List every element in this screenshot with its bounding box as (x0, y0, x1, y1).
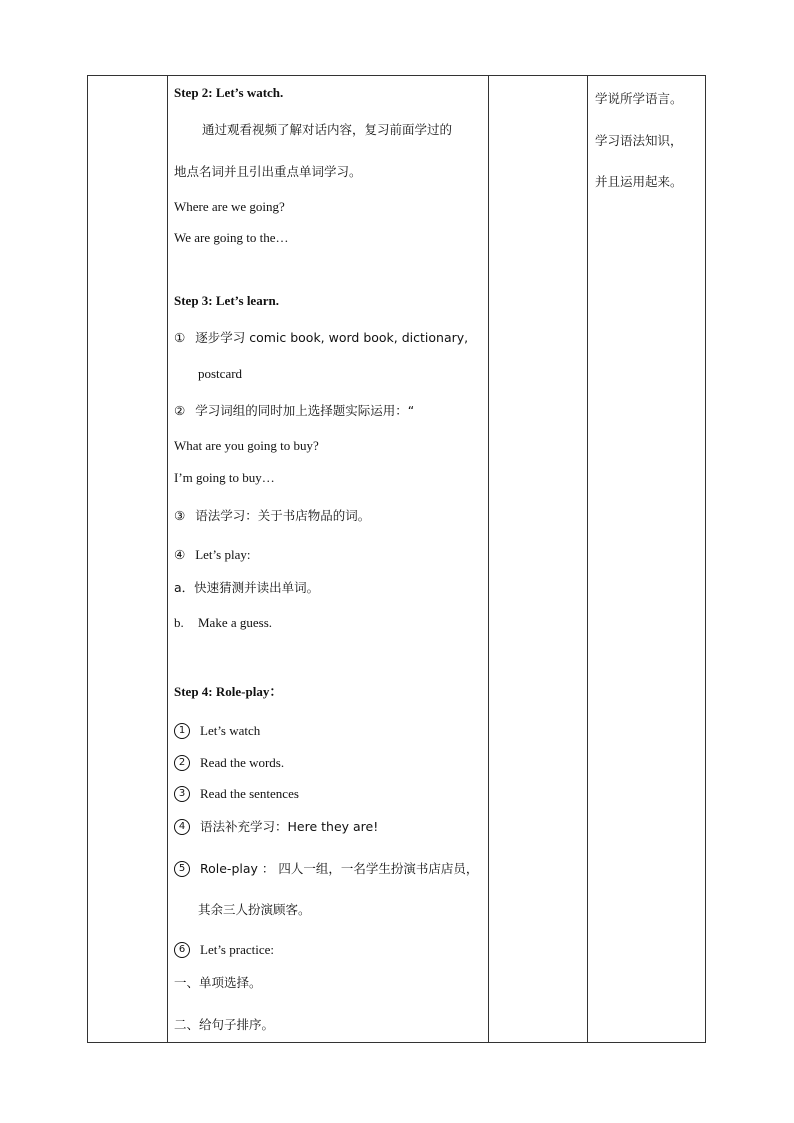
step2-heading: Step 2: Let’s watch. (174, 85, 284, 100)
exercise-2: 二、给句子排序。 (174, 1017, 275, 1032)
step4-item-5 (174, 860, 478, 877)
column-divider-1 (167, 76, 168, 1042)
purpose-line2: 学习语法知识， (595, 133, 683, 148)
step4-item-4 (174, 818, 378, 835)
step4-item-6 (174, 941, 274, 958)
step4-item-text: Read the words. (200, 755, 285, 771)
exercise-1: 一、单项选择。 (174, 975, 262, 990)
procedure-column (174, 76, 486, 1042)
lesson-table (87, 75, 706, 1043)
purpose-line1: 学说所学语言。 (595, 91, 683, 106)
step2-desc-line2: 地点名词并且引出重点单词学习。 (174, 164, 362, 179)
step3-item1 (174, 330, 468, 346)
step2-desc-line1: 通过观看视频了解对话内容，复习前面学过的 (202, 122, 453, 137)
step3-item4-number: ④ (174, 547, 186, 562)
step3-item2-number: ② (174, 403, 186, 418)
step3-answer: I’m going to buy… (174, 470, 275, 485)
step3-item1-number: ① (174, 330, 186, 345)
circled-number-6: 6 (174, 942, 190, 958)
empty-third-column (488, 76, 587, 1042)
step3-sub-b-label: b. (174, 615, 184, 630)
step3-item3-text: 语法学习：关于书店物品的词。 (195, 508, 371, 523)
step3-item4-text: Let’s play: (195, 547, 251, 562)
step4-heading: Step 4: Role-play： (174, 684, 283, 699)
purpose-line3: 并且运用起来。 (595, 174, 683, 189)
step3-item2 (174, 403, 414, 419)
step3-sub-b-text: Make a guess. (198, 615, 273, 630)
circled-number-3: 3 (174, 786, 190, 802)
step4-item-text: Let’s practice: (200, 942, 274, 958)
step4-item-text: 语法补充学习：Here they are! (200, 819, 379, 835)
step2-question: Where are we going? (174, 199, 285, 214)
circled-number-2: 2 (174, 755, 190, 771)
step3-sub-b (174, 615, 272, 631)
step3-item2-text: 学习词组的同时加上选择题实际运用：“ (195, 403, 415, 418)
step3-heading: Step 3: Let’s learn. (174, 293, 279, 308)
step4-item-text: Read the sentences (200, 786, 299, 802)
step3-question: What are you going to buy? (174, 438, 319, 453)
step2-answer: We are going to the… (174, 230, 289, 245)
empty-first-column (88, 76, 167, 1042)
step4-item-text: Let’s watch (200, 723, 261, 739)
step3-item1-text: 逐步学习 comic book, word book, dictionary, (195, 330, 469, 345)
purpose-column (595, 76, 705, 1042)
step3-item3-number: ③ (174, 508, 186, 523)
step4-item-1 (174, 722, 260, 739)
step4-item-text: Role-play ： 四人一组，一名学生扮演书店店员， (200, 861, 479, 877)
step3-item1-line2: postcard (198, 366, 243, 381)
step3-sub-a: a．快速猜测并读出单词。 (174, 580, 320, 595)
circled-number-1: 1 (174, 723, 190, 739)
step4-item-2 (174, 754, 284, 771)
step3-item3 (174, 508, 370, 524)
circled-number-5: 5 (174, 861, 190, 877)
circled-number-4: 4 (174, 819, 190, 835)
step4-item-3 (174, 785, 299, 802)
step3-item4 (174, 547, 250, 563)
step4-item5-line2: 其余三人扮演顾客。 (198, 902, 311, 917)
column-divider-3 (587, 76, 588, 1042)
